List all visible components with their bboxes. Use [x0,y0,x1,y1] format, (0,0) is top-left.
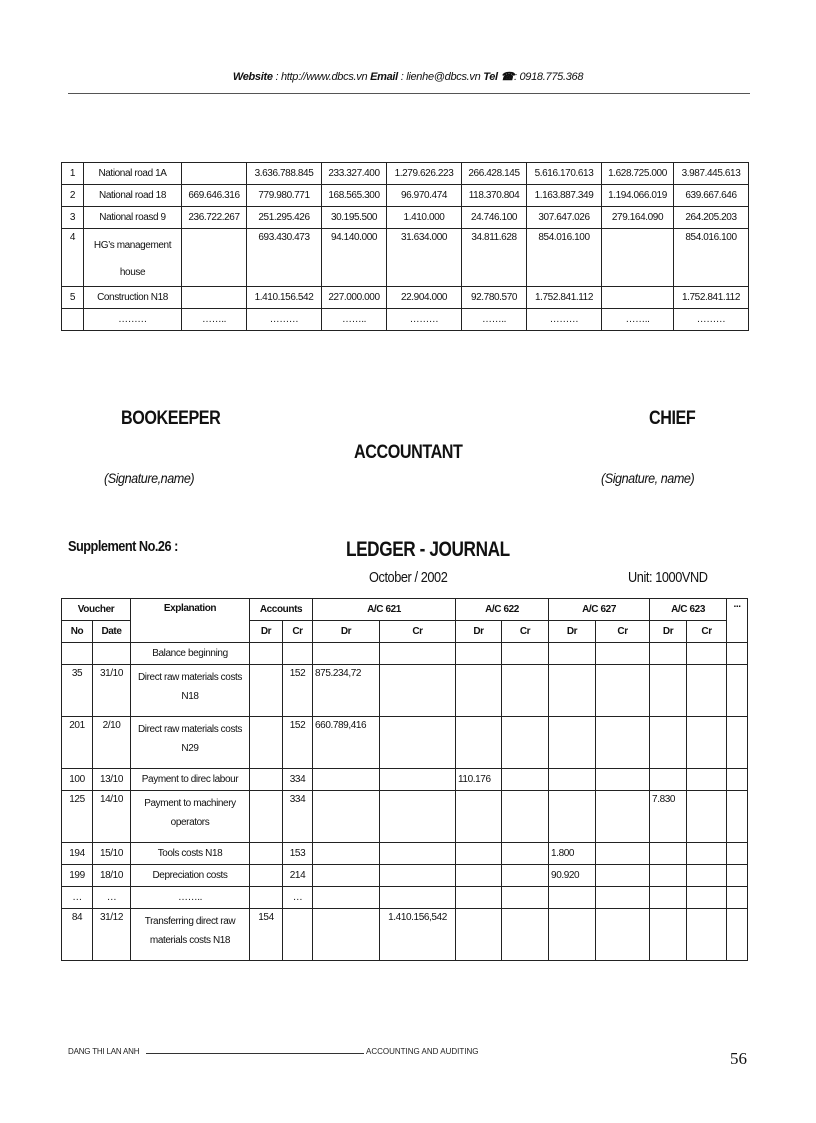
summary-cell: 854.016.100 [527,229,602,287]
summary-cell: ……… [387,309,462,331]
ledger-cell [549,717,596,769]
ledger-cell [380,769,456,791]
summary-cell: National road 1A [84,163,182,185]
ledger-cell [727,643,748,665]
ledger-cell [502,643,549,665]
ledger-cell [313,909,380,961]
more-columns-header: ... [727,599,748,643]
ledger-cell [313,887,380,909]
ledger-cell [687,887,727,909]
ledger-cell: Tools costs N18 [131,843,250,865]
ledger-cell: … [62,887,93,909]
summary-cell: 639.667.646 [674,185,749,207]
email-value: : lienhe@dbcs.vn [400,71,481,83]
ledger-cell [727,843,748,865]
ledger-cell [549,887,596,909]
ledger-cell [650,865,687,887]
voucher-header: Voucher [62,599,131,621]
ledger-cell [380,791,456,843]
summary-cell: 34.811.628 [462,229,527,287]
ac623-cr-header: Cr [687,621,727,643]
ledger-cell [313,769,380,791]
summary-cell: 1 [62,163,84,185]
ledger-cell: 7.830 [650,791,687,843]
footer-author: DANG THI LAN ANH [68,1047,140,1056]
ledger-cell [650,717,687,769]
summary-cell: 94.140.000 [322,229,387,287]
ledger-cell [502,887,549,909]
ledger-cell [502,665,549,717]
summary-cell: …….. [602,309,674,331]
summary-cell [602,287,674,309]
ledger-title: LEDGER - JOURNAL [346,538,510,561]
summary-cell: 1.279.626.223 [387,163,462,185]
ledger-cell: 875.234,72 [313,665,380,717]
ledger-cell [313,865,380,887]
summary-cell [182,229,247,287]
ledger-cell: Balance beginning [131,643,250,665]
ledger-cell [380,665,456,717]
summary-cell: 96.970.474 [387,185,462,207]
ledger-cell [687,665,727,717]
ledger-cell [727,909,748,961]
ledger-cell [596,887,650,909]
ledger-cell: 660.789,416 [313,717,380,769]
summary-cell: …….. [462,309,527,331]
summary-row [62,163,749,185]
ledger-cell [283,643,313,665]
ledger-row [62,887,748,909]
ac621-cr-header: Cr [380,621,456,643]
ledger-cell: Transferring direct raw materials costs N18 [131,909,250,961]
ac627-dr-header: Dr [549,621,596,643]
ac622-dr-header: Dr [456,621,502,643]
summary-cell: 233.327.400 [322,163,387,185]
voucher-no-header: No [62,621,93,643]
ledger-cell [549,665,596,717]
ledger-row [62,769,748,791]
ledger-cell [380,887,456,909]
header-divider [68,93,750,94]
ledger-cell [250,717,283,769]
ledger-cell: 201 [62,717,93,769]
summary-cell [602,229,674,287]
summary-cell: Construction N18 [84,287,182,309]
summary-cell [182,287,247,309]
summary-cell: ……… [247,309,322,331]
ledger-cell [596,909,650,961]
ledger-cell: 194 [62,843,93,865]
ledger-cell [250,865,283,887]
summary-row [62,207,749,229]
accountant-title: ACCOUNTANT [354,442,463,463]
ledger-cell [687,769,727,791]
summary-cell: National road 18 [84,185,182,207]
ledger-cell: 31/10 [93,665,131,717]
ledger-cell [650,843,687,865]
ledger-cell [502,791,549,843]
ledger-cell: 1.800 [549,843,596,865]
ledger-cell [596,843,650,865]
ledger-cell [727,717,748,769]
summary-cell: 669.646.316 [182,185,247,207]
ledger-cell [313,843,380,865]
summary-cell: 118.370.804 [462,185,527,207]
summary-cell: 854.016.100 [674,229,749,287]
summary-cell: 1.410.156.542 [247,287,322,309]
ledger-cell [502,865,549,887]
website-label: Website [232,71,273,83]
ledger-cell: 15/10 [93,843,131,865]
summary-row [62,309,749,331]
ledger-cell [380,717,456,769]
ledger-cell [727,887,748,909]
ledger-cell [687,791,727,843]
ledger-cell [456,843,502,865]
ledger-cell [456,717,502,769]
summary-row [62,287,749,309]
summary-cell: 24.746.100 [462,207,527,229]
ledger-cell [549,791,596,843]
summary-cell [62,309,84,331]
ledger-cell [549,769,596,791]
ledger-cell [687,717,727,769]
ledger-cell [456,643,502,665]
ac621-header: A/C 621 [313,599,456,621]
ledger-cell [93,643,131,665]
summary-cell: 31.634.000 [387,229,462,287]
ledger-cell [502,843,549,865]
ledger-cell [62,643,93,665]
ledger-cell [380,843,456,865]
ledger-cell: 214 [283,865,313,887]
summary-cell: 5.616.170.613 [527,163,602,185]
ac623-header: A/C 623 [650,599,727,621]
ledger-cell: 199 [62,865,93,887]
ledger-cell [380,643,456,665]
ledger-cell [596,717,650,769]
ledger-cell [456,865,502,887]
ledger-cell: 152 [283,665,313,717]
accounts-cr-header: Cr [283,621,313,643]
summary-cell: HG’s management house [84,229,182,287]
ledger-cell: 2/10 [93,717,131,769]
ac621-dr-header: Dr [313,621,380,643]
accounts-header: Accounts [250,599,313,621]
ledger-cell: Payment to machinery operators [131,791,250,843]
ledger-row [62,791,748,843]
ledger-cell [596,665,650,717]
ledger-cell [549,643,596,665]
ledger-cell [456,887,502,909]
ledger-cell [650,909,687,961]
summary-cell: 3 [62,207,84,229]
ledger-cell: 125 [62,791,93,843]
ac627-cr-header: Cr [596,621,650,643]
ac622-header: A/C 622 [456,599,549,621]
ac622-cr-header: Cr [502,621,549,643]
ledger-cell: Depreciation costs [131,865,250,887]
chief-title: CHIEF [649,408,696,429]
ledger-cell [502,909,549,961]
summary-cell: 279.164.090 [602,207,674,229]
summary-cell: 5 [62,287,84,309]
ledger-cell [687,865,727,887]
ledger-cell: 1.410.156,542 [380,909,456,961]
page-number: 56 [730,1049,747,1068]
explanation-header: Explanation [131,599,250,643]
ledger-journal-table [61,598,748,961]
summary-cell: …….. [182,309,247,331]
ledger-cell: … [93,887,131,909]
ledger-row [62,843,748,865]
tel-label: Tel [483,71,498,83]
summary-cell: …….. [322,309,387,331]
ledger-cell [596,865,650,887]
ledger-cell [687,843,727,865]
summary-cell: 251.295.426 [247,207,322,229]
summary-cell: 1.163.887.349 [527,185,602,207]
ledger-row [62,717,748,769]
ledger-cell [456,791,502,843]
footer-subject: ACCOUNTING AND AUDITING [366,1047,479,1056]
summary-row [62,229,749,287]
summary-cell: ……… [674,309,749,331]
ledger-cell [250,643,283,665]
ledger-cell: 334 [283,769,313,791]
ledger-cell [727,769,748,791]
ledger-cell: 84 [62,909,93,961]
ledger-cell: 152 [283,717,313,769]
ledger-cell [596,791,650,843]
ledger-cell [596,643,650,665]
ledger-cell: 100 [62,769,93,791]
phone-icon: ☎ [500,71,514,83]
summary-cell: 92.780.570 [462,287,527,309]
summary-cell: ……… [84,309,182,331]
summary-cell: ……… [527,309,602,331]
ledger-cell [727,665,748,717]
summary-cell: 22.904.000 [387,287,462,309]
ledger-cell: 18/10 [93,865,131,887]
voucher-date-header: Date [93,621,131,643]
bookkeeper-signature-note: (Signature,name) [104,470,195,486]
summary-cell: 264.205.203 [674,207,749,229]
summary-cell: 30.195.500 [322,207,387,229]
summary-cell: 307.647.026 [527,207,602,229]
tel-value: : 0918.775.368 [513,71,584,83]
footer-divider [146,1053,364,1054]
summary-cell: 266.428.145 [462,163,527,185]
ledger-cell: 334 [283,791,313,843]
ledger-cell: 31/12 [93,909,131,961]
ledger-cell [502,769,549,791]
summary-cell: 1.628.725.000 [602,163,674,185]
ac627-header: A/C 627 [549,599,650,621]
ledger-cell [650,887,687,909]
website-value: : http://www.dbcs.vn [275,71,368,83]
ledger-cell [380,865,456,887]
email-label: Email [370,71,398,83]
ledger-row [62,643,748,665]
ledger-cell [250,843,283,865]
summary-cell: 3.987.445.613 [674,163,749,185]
summary-cell: 1.752.841.112 [527,287,602,309]
ledger-cell: 110.176 [456,769,502,791]
ledger-cell: Payment to direc labour [131,769,250,791]
summary-cell: 4 [62,229,84,287]
ledger-row [62,665,748,717]
summary-cell: 779.980.771 [247,185,322,207]
ledger-cell [313,791,380,843]
supplement-label: Supplement No.26 : [68,538,178,555]
summary-cell: 236.722.267 [182,207,247,229]
ledger-cell: … [283,887,313,909]
ledger-cell [727,791,748,843]
summary-cell: 1.752.841.112 [674,287,749,309]
ledger-cell [650,665,687,717]
summary-row [62,185,749,207]
ledger-row [62,909,748,961]
ledger-cell [727,865,748,887]
ledger-cell [313,643,380,665]
summary-cell: 227.000.000 [322,287,387,309]
bookkeeper-title: BOOKEEPER [121,408,221,429]
summary-cell: 3.636.788.845 [247,163,322,185]
ledger-cell [456,909,502,961]
summary-cell: 168.565.300 [322,185,387,207]
ledger-cell: 35 [62,665,93,717]
chief-signature-note: (Signature, name) [601,470,695,486]
summary-cell: National roasd 9 [84,207,182,229]
ledger-cell [250,791,283,843]
ledger-cell: Direct raw materials costs N29 [131,717,250,769]
ledger-cell [549,909,596,961]
accounts-dr-header: Dr [250,621,283,643]
ledger-cell [596,769,650,791]
page-header [0,70,816,83]
summary-cell: 1.194.066.019 [602,185,674,207]
ledger-cell [250,887,283,909]
ledger-unit: Unit: 1000VND [628,569,708,586]
ledger-cell: …….. [131,887,250,909]
ledger-cell [250,665,283,717]
ledger-row [62,865,748,887]
ledger-cell: 13/10 [93,769,131,791]
ledger-cell: 14/10 [93,791,131,843]
ledger-cell [687,643,727,665]
ledger-date: October / 2002 [369,569,448,586]
summary-cell [182,163,247,185]
ledger-cell: 153 [283,843,313,865]
ac623-dr-header: Dr [650,621,687,643]
ledger-cell: 154 [250,909,283,961]
ledger-cell [687,909,727,961]
ledger-cell [250,769,283,791]
ledger-cell [650,769,687,791]
summary-cell: 2 [62,185,84,207]
ledger-cell [502,717,549,769]
summary-cell: 1.410.000 [387,207,462,229]
ledger-cell [456,665,502,717]
ledger-cell [283,909,313,961]
ledger-cell: Direct raw materials costs N18 [131,665,250,717]
cost-summary-table [61,162,749,331]
ledger-cell: 90.920 [549,865,596,887]
ledger-cell [650,643,687,665]
summary-cell: 693.430.473 [247,229,322,287]
